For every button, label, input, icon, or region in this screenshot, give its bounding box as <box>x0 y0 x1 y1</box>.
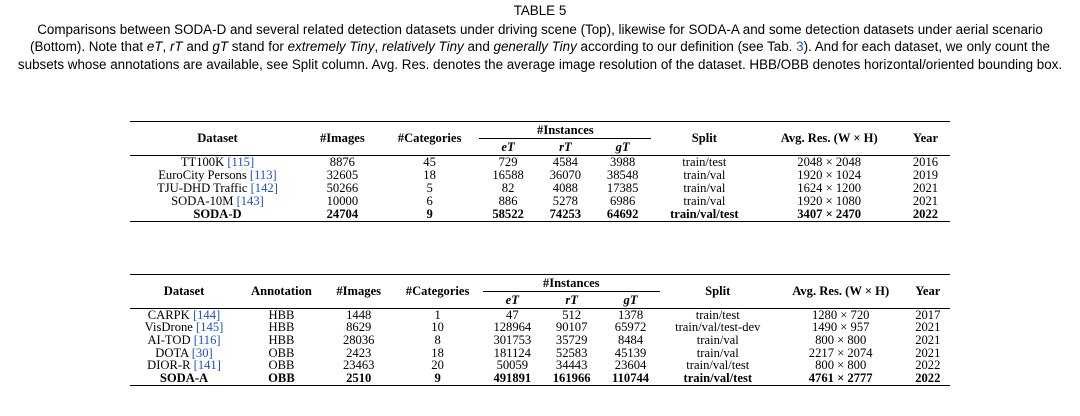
table-row <box>130 372 950 385</box>
dataset-name: EuroCity Persons <box>158 168 247 182</box>
dataset-name: DOTA <box>155 345 189 360</box>
annotation-cell: OBB <box>268 345 295 360</box>
col-dataset: Dataset <box>130 122 305 156</box>
dataset-name: SODA-D <box>193 207 242 221</box>
rt-cell: 512 <box>542 309 601 322</box>
col-et: eT <box>505 292 519 307</box>
images-cell: 24704 <box>305 208 380 222</box>
year-cell: 2021 <box>915 332 941 347</box>
avgres-cell: 800 × 800 <box>815 332 867 347</box>
categories-cell: 45 <box>380 156 480 170</box>
et-cell: 82 <box>501 181 515 195</box>
table-caption <box>0 2 1080 73</box>
split-cell: train/val/test <box>686 358 750 373</box>
dataset-name: DIOR-R <box>147 358 191 373</box>
year-cell: 2017 <box>906 309 950 322</box>
gt-cell: 6986 <box>610 194 636 208</box>
images-cell: 8629 <box>346 320 372 335</box>
split-cell: train/test <box>651 156 757 170</box>
categories-cell: 18 <box>431 345 444 360</box>
et-cell: 301753 <box>493 332 532 347</box>
avgres-cell: 800 × 800 <box>815 358 867 373</box>
caption-tab-ref-link[interactable]: 3 <box>796 39 804 54</box>
gt-cell: 23604 <box>614 358 647 373</box>
gt-cell: 3988 <box>594 156 651 170</box>
gt-cell: 110744 <box>601 372 660 385</box>
col-year: Year <box>906 275 950 309</box>
year-cell: 2021 <box>912 194 939 208</box>
col-avgres: Avg. Res. (W × H) <box>776 275 906 309</box>
images-cell: 23463 <box>342 358 375 373</box>
col-split: Split <box>651 122 757 156</box>
col-year: Year <box>901 122 950 156</box>
split-cell: train/val/test-dev <box>675 320 761 335</box>
citation-link[interactable]: [115] <box>227 155 255 169</box>
citation-link[interactable]: [145] <box>196 320 224 335</box>
rt-cell: 74253 <box>537 208 594 222</box>
et-cell: 181124 <box>493 345 531 360</box>
rt-cell: 36070 <box>549 168 582 182</box>
col-rt: rT <box>565 292 578 307</box>
split-cell: train/val/test <box>660 372 776 385</box>
rt-cell: 35729 <box>555 332 588 347</box>
col-et: eT <box>501 139 515 154</box>
col-gt: gT <box>623 292 638 307</box>
dataset-name: SODA-10M <box>171 194 234 208</box>
dataset-name: VisDrone <box>144 320 193 335</box>
split-cell: train/val <box>683 181 726 195</box>
dataset-name: TJU-DHD Traffic <box>157 181 248 195</box>
rt-cell: 34443 <box>555 358 588 373</box>
avgres-cell: 2048 × 2048 <box>757 156 901 170</box>
rt-cell: 52583 <box>555 345 588 360</box>
gt-cell: 8484 <box>617 332 644 347</box>
rt-cell: 5278 <box>552 194 578 208</box>
categories-cell: 10 <box>431 320 444 335</box>
citation-link[interactable]: [142] <box>250 181 278 195</box>
images-cell: 50266 <box>326 181 359 195</box>
images-cell: 32605 <box>326 168 359 182</box>
annotation-cell: OBB <box>238 372 325 385</box>
categories-cell: 9 <box>380 208 480 222</box>
categories-cell: 5 <box>426 181 433 195</box>
citation-link[interactable]: [113] <box>249 168 277 182</box>
year-cell: 2019 <box>912 168 939 182</box>
rt-cell: 161966 <box>542 372 601 385</box>
col-split: Split <box>660 275 776 309</box>
year-cell: 2021 <box>915 320 941 335</box>
gt-cell: 1378 <box>601 309 660 322</box>
images-cell: 10000 <box>326 194 359 208</box>
avgres-cell: 1280 × 720 <box>776 309 906 322</box>
year-cell: 2021 <box>915 345 941 360</box>
split-cell: train/val <box>696 345 739 360</box>
col-categories: #Categories <box>380 122 480 156</box>
split-cell: train/val <box>696 332 739 347</box>
split-cell: train/val <box>683 194 726 208</box>
categories-cell: 1 <box>393 309 483 322</box>
categories-cell: 9 <box>393 372 483 385</box>
et-cell: 128964 <box>493 320 532 335</box>
categories-cell: 6 <box>426 194 433 208</box>
col-gt: gT <box>615 139 630 154</box>
et-cell: 729 <box>479 156 536 170</box>
gt-cell: 45139 <box>614 345 647 360</box>
annotation-cell: HBB <box>268 320 295 335</box>
col-dataset: Dataset <box>130 275 238 309</box>
caption-text: Comparisons between SODA-D and several related detection datasets under driving scene (Top), likewise for SODA-A and some detection datasets under aerial scenario (Bottom). Note that eT, rT and gT stand for extremely Tiny, relatively Tiny and generally Tiny according to our definition (see Tab. 3). And for each dataset, we only count the subsets whose annotations are available, see Split column. Avg. Res. denotes the average image resolution of the dataset. HBB/OBB denotes horizontal/oriented bounding box. <box>17 21 1063 72</box>
avgres-cell: 3407 × 2470 <box>757 208 901 222</box>
col-images: #Images <box>325 275 393 309</box>
images-cell: 1448 <box>325 309 393 322</box>
dataset-name: CARPK <box>147 307 190 322</box>
avgres-cell: 1920 × 1080 <box>797 194 862 208</box>
driving-datasets-table <box>130 121 950 222</box>
col-instances: #Instances <box>479 122 651 139</box>
categories-cell: 8 <box>434 332 441 347</box>
avgres-cell: 1490 × 957 <box>811 320 870 335</box>
et-cell: 886 <box>498 194 518 208</box>
et-cell: 58522 <box>479 208 536 222</box>
avgres-cell: 1624 × 1200 <box>797 181 862 195</box>
citation-link[interactable]: [143] <box>236 194 264 208</box>
year-cell: 2016 <box>901 156 950 170</box>
citation-link[interactable]: [144] <box>192 307 221 322</box>
et-cell: 16588 <box>492 168 524 182</box>
split-cell: train/val/test <box>651 208 757 222</box>
et-cell: 50059 <box>496 358 529 373</box>
dataset-name-cell <box>130 156 305 170</box>
year-cell: 2022 <box>901 208 950 222</box>
categories-cell: 20 <box>431 358 444 373</box>
citation-link[interactable]: [30] <box>191 345 213 360</box>
dataset-name-cell <box>130 372 238 385</box>
dataset-name: AI-TOD <box>147 332 191 347</box>
avgres-cell: 2217 × 2074 <box>808 345 873 360</box>
avgres-cell: 4761 × 2777 <box>776 372 906 385</box>
images-cell: 8876 <box>305 156 380 170</box>
col-rt: rT <box>559 139 572 154</box>
year-cell: 2022 <box>915 358 941 373</box>
annotation-cell: OBB <box>268 358 295 373</box>
col-avgres: Avg. Res. (W × H) <box>757 122 901 156</box>
gt-cell: 38548 <box>606 168 639 182</box>
annotation-cell: HBB <box>268 332 295 347</box>
col-categories: #Categories <box>393 275 483 309</box>
citation-link[interactable]: [141] <box>193 358 221 373</box>
dataset-name: SODA-A <box>159 370 209 385</box>
split-cell: train/val <box>683 168 726 182</box>
et-cell: 47 <box>483 309 542 322</box>
rt-cell: 90107 <box>555 320 588 335</box>
categories-cell: 18 <box>423 168 436 182</box>
dataset-name: TT100K <box>180 155 225 169</box>
gt-cell: 17385 <box>606 181 639 195</box>
dataset-name-cell <box>130 208 305 222</box>
images-cell: 28036 <box>342 332 375 347</box>
et-cell: 491891 <box>483 372 542 385</box>
col-images: #Images <box>305 122 380 156</box>
images-cell: 2510 <box>325 372 393 385</box>
gt-cell: 65972 <box>614 320 647 335</box>
year-cell: 2022 <box>906 372 950 385</box>
table-row <box>130 334 950 347</box>
images-cell: 2423 <box>346 345 372 360</box>
aerial-datasets-table <box>130 274 950 386</box>
rt-cell: 4088 <box>552 181 578 195</box>
gt-cell: 64692 <box>594 208 651 222</box>
table-row <box>130 156 950 170</box>
col-annotation: Annotation <box>238 275 325 309</box>
citation-link[interactable]: [116] <box>193 332 221 347</box>
annotation-cell: HBB <box>238 309 325 322</box>
split-cell: train/test <box>660 309 776 322</box>
caption-title: TABLE 5 <box>513 3 567 18</box>
table-row <box>130 208 950 222</box>
year-cell: 2021 <box>912 181 939 195</box>
rt-cell: 4584 <box>537 156 594 170</box>
avgres-cell: 1920 × 1024 <box>797 168 862 182</box>
col-instances: #Instances <box>483 275 660 292</box>
